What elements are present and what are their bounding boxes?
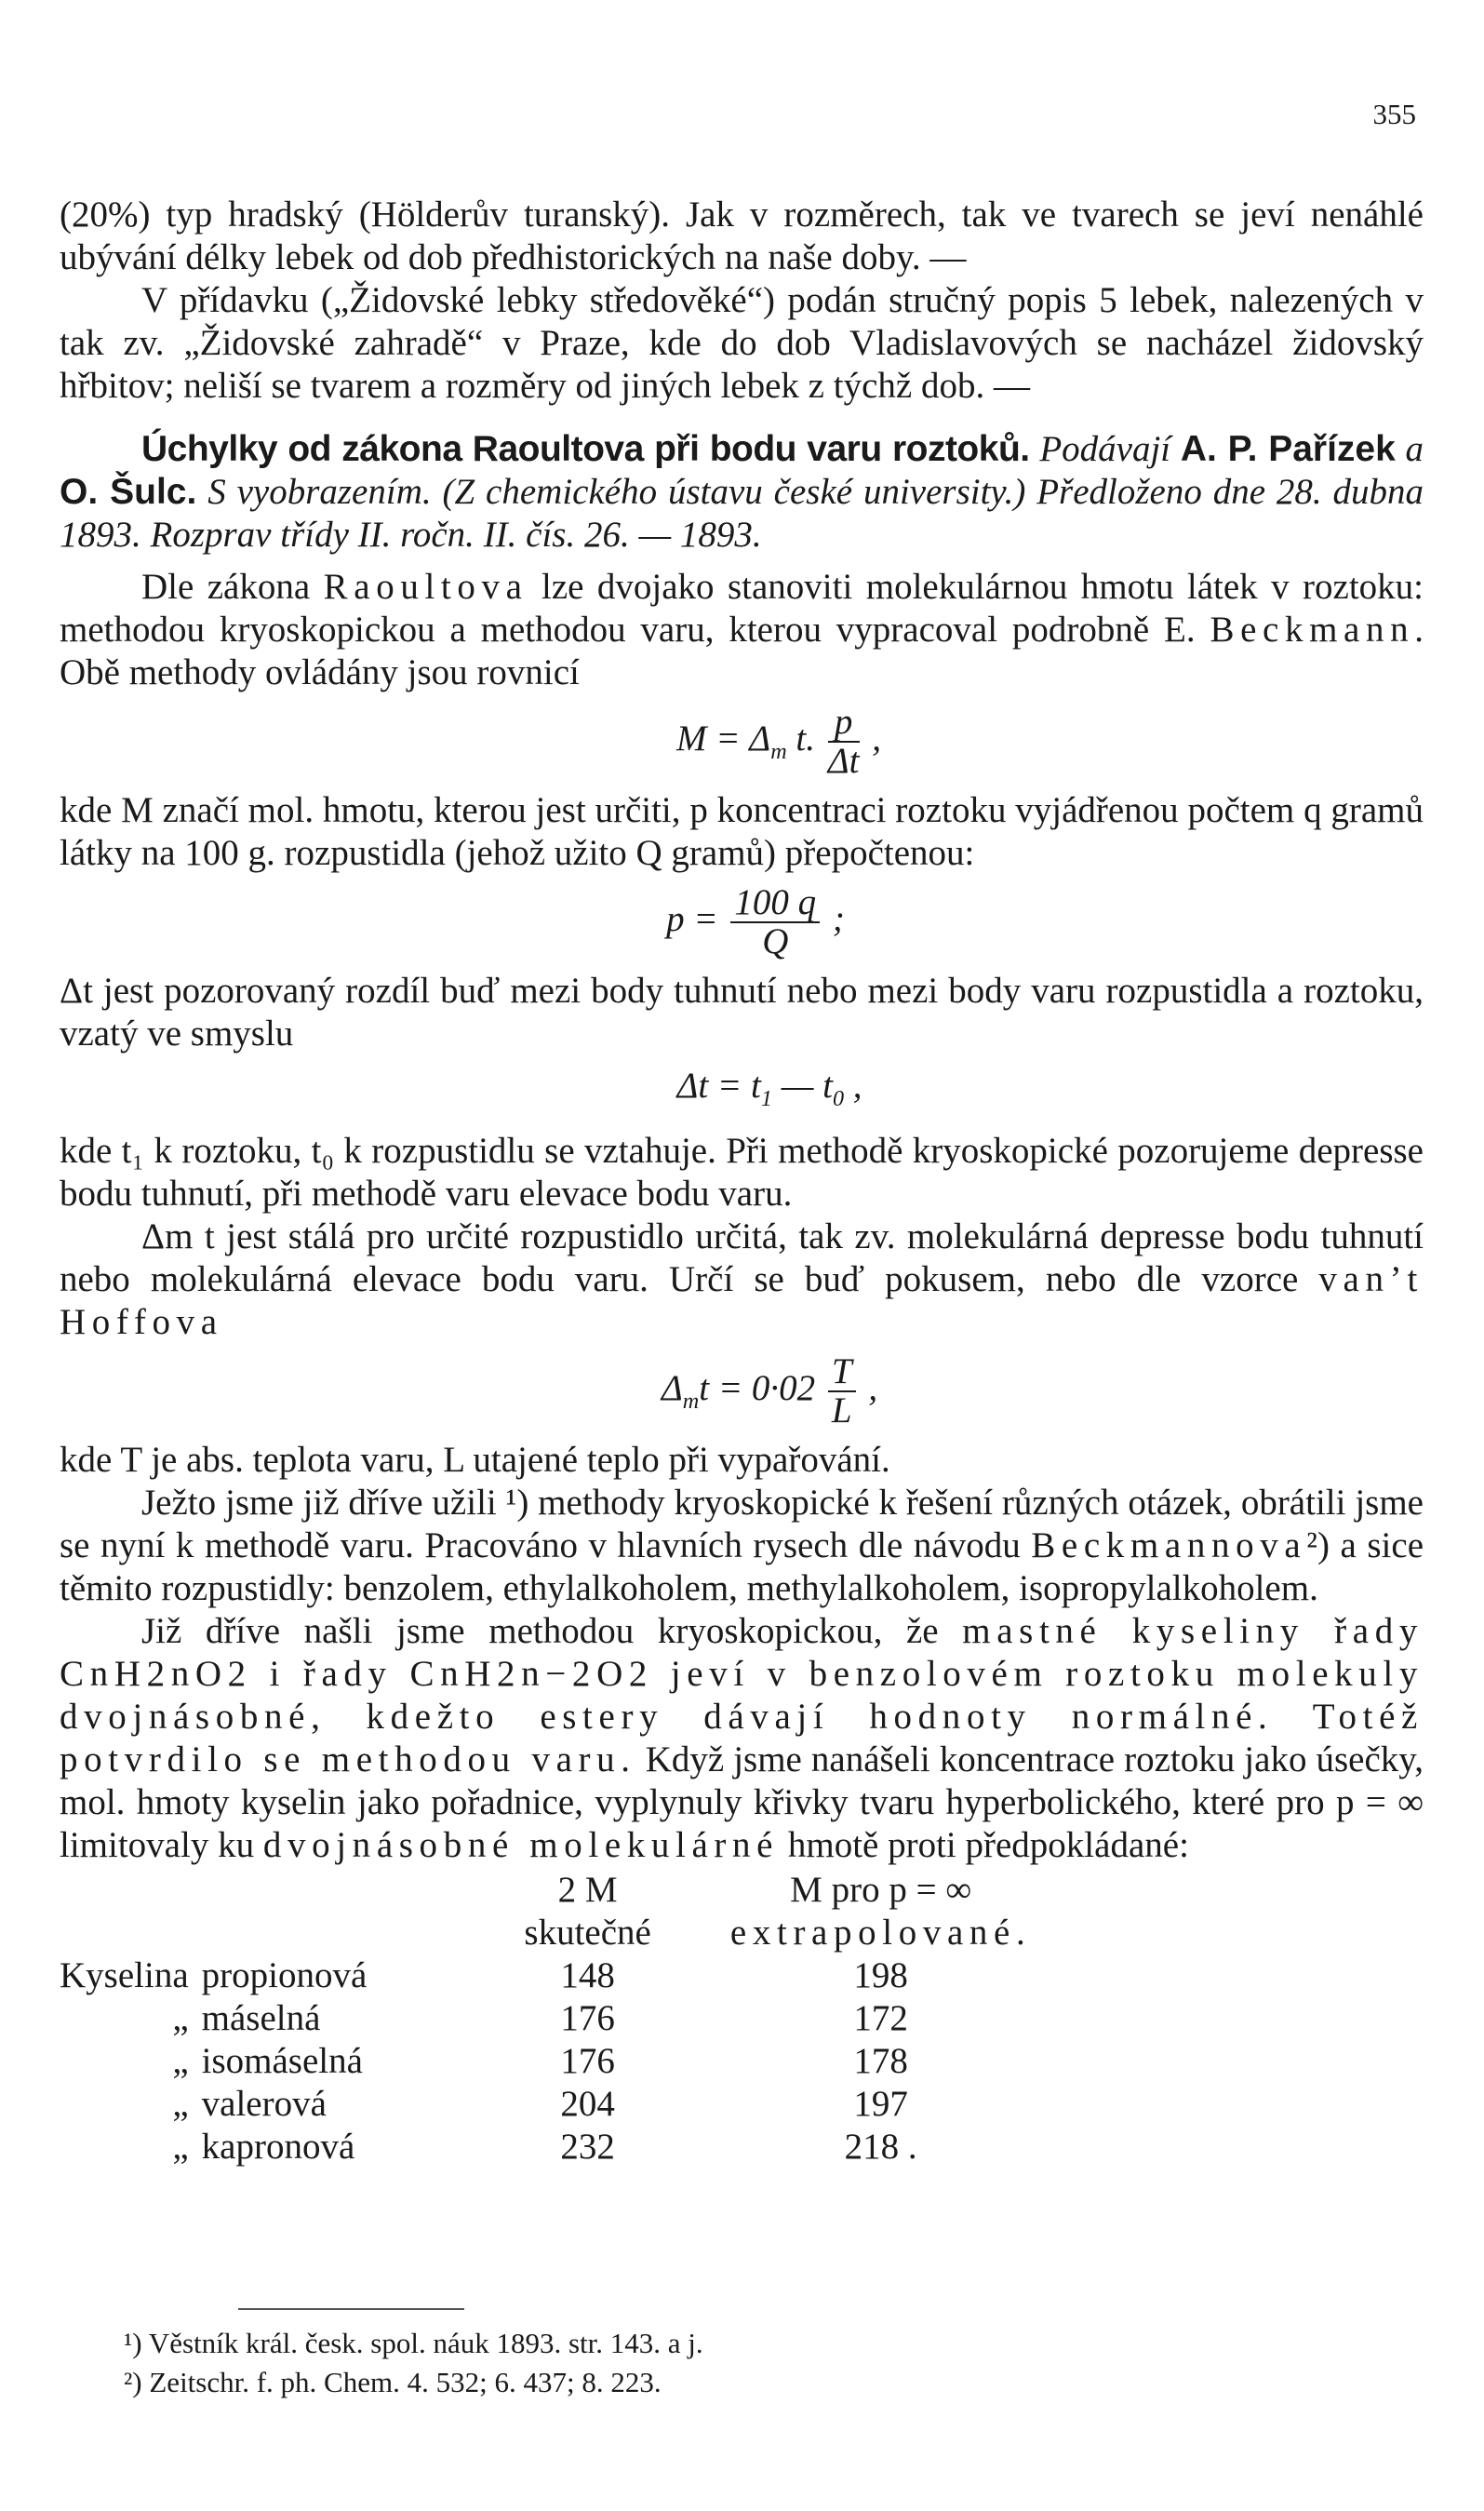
eq2-numerator: 100 q [730,884,820,923]
table-row: „ valerová 204 197 [172,2083,908,2124]
eq1-lhs: M = Δ [676,718,771,759]
article-title: Úchylky od zákona Raoultova při bodu varu roztoků. [141,429,1030,469]
eq4-denominator: L [831,1390,852,1430]
p3-text-b: lze dvojako stanoviti molekulárnou hmotu látek v roztoku: methodou kryoskopickou a methodou varu, kterou vypracoval podrobně E. [60,567,1424,650]
p3-text-a: Dle zákona [141,567,311,607]
eq3-tail: , [844,1066,862,1106]
table-row: „ isomáselná 176 178 [172,2040,908,2081]
paragraph-6: kde t₁ k roztoku, t₀ k rozpustidlu se vztahuje. Při methodě kryoskopické pozorujeme depresse bodu tuhnutí, při methodě varu elevace bodu varu. [60,1130,1424,1214]
table-row: „ máselná 176 172 [172,1997,908,2038]
eq4-mid: t = 0·02 [699,1367,816,1408]
eq2-fraction [730,884,820,960]
eq3-sub-1: 1 [760,1085,772,1111]
p7-text: Δm t jest stálá pro určité rozpustidlo určitá, tak zv. molekulárná depresse bodu tuhnutí nebo molekulárná elevace bodu varu. Určí se buď pokusem, nebo dle vzorce [60,1215,1424,1299]
eq3-part-b: — t [771,1066,833,1106]
p10-text-a: Již dříve našli jsme methodou kryoskopickou, že [141,1610,939,1651]
equation-2 [60,884,1424,960]
col-skutecne: skutečné [524,1912,651,1953]
equation-1 [60,704,1424,780]
paragraph-4: kde M značí mol. hmotu, kterou jest určiti, p koncentraci roztoku vyjádřenou počtem q gramů látky na 100 g. rozpustidla (jehož užito Q gramů) přepočtenou: [60,790,1424,873]
eq1-sub: m [770,738,787,764]
eq2-denominator: Q [762,921,789,961]
p3-text-c: . Obě methody ovládány jsou rovnicí [60,610,1424,692]
heading-details: S vyobrazením. (Z chemického ústavu české university.) Předloženo dne 28. dubna 1893. Rozprav třídy II. ročn. II. čís. 26. — 1893. [60,472,1424,555]
eq1-tail: , [862,718,881,759]
table-row: Kyselina propionová 148 198 [60,1954,908,1995]
eq1-numerator: p [828,704,860,743]
eq3-part-a: Δt = t [676,1066,761,1106]
page-number: 355 [1372,98,1416,130]
paragraph-8: kde T je abs. teplota varu, L utajené teplo při vypařování. [60,1439,890,1480]
footnote-2: ²) Zeitschr. f. ph. Chem. 4. 532; 6. 437; 8. 223. [124,2366,662,2398]
p9-text-b: ²) a sice těmito rozpustidly: benzolem, ethylalkoholem, methylalkoholem, isopropylalkoholem. [60,1524,1424,1608]
eq1-denominator: Δt [827,741,860,781]
article-heading [60,428,1424,557]
p10-spaced-d: dvojnásobné molekulárné [262,1824,780,1865]
eq2-lhs: p = [666,898,718,939]
results-table [60,1869,1039,2169]
table-row: „ kapronová 232 218 . [172,2126,917,2167]
paragraph-7 [60,1215,1424,1344]
eq3-sub-2: 0 [832,1085,845,1111]
eq4-numerator: T [828,1353,856,1392]
eq4-lhs: Δ [661,1367,683,1408]
paragraph-3 [60,566,1424,694]
author-1: A. P. Pařízek [1180,429,1396,469]
name-raoult: Raoultova [323,567,528,607]
name-beckmann: Beckmann [1210,610,1415,650]
eq2-tail: ; [823,898,845,939]
footnote-1: ¹) Věstník král. česk. spol. náuk 1893. str. 143. a j. [124,2327,703,2359]
name-vant-hoff: van’t Hoffova [60,1258,1424,1342]
author-2: O. Šulc. [60,472,197,512]
paragraph-10 [60,1610,1424,1867]
p10-spaced-b: mastné kyseliny řady CnH2nO2 i řady CnH2n−2O2 jeví v benzolovém roztoku molekuly dvojnásobné, kdežto estery dávají hodnoty normálné. Totéž potvrdilo se methodou varu. [60,1610,1424,1779]
table-head-row-1 [60,1869,1039,1912]
equation-3 [60,1065,1424,1121]
eq1-mid: t. [786,718,816,759]
p10-text-c: Když jsme nanášeli koncentrace roztoku jako úsečky, mol. hmoty kyselin jako pořadnice, vyplynuly křivky tvaru hyperbolického, které pro p = ∞ limitovaly ku [60,1739,1424,1865]
paragraph-1: (20%) typ hradský (Hölderův turanský). Jak v rozměrech, tak ve tvarech se jeví nenáhlé ubývání délky lebek od dob předhistorických na naše doby. — [60,195,1424,277]
table-head-row-2 [60,1912,1039,1954]
paragraph-2: V přídavku („Židovské lebky středověké“) podán stručný popis 5 lebek, nalezených v tak zv. „Židovské zahradě“ v Praze, kde do dob Vladislavových se nacházel židovský hřbitov; neliší se tvarem a rozměry od jiných lebek z týchž dob. — [60,280,1424,406]
eq1-fraction [828,704,860,780]
col-m-extrap: M pro p = ∞ [790,1869,972,1910]
p10-text-e: hmotě proti předpokládané: [787,1824,1189,1865]
name-beckmannova: Beckmannova [1031,1524,1307,1565]
equation-4 [60,1350,1424,1430]
eq4-fraction [828,1350,856,1430]
p9-text-a: Ježto jsme již dříve užili ¹) methody kryoskopické k řešení různých otázek, obrátili jsme se nyní k methodě varu. Pracováno v hlavních rysech dle návodu [60,1482,1424,1565]
footnote-rule [238,2308,464,2310]
and-word: a [1405,429,1424,469]
col-2m: 2 M [557,1869,618,1910]
submit-label: Podávají [1039,429,1171,469]
eq4-tail: , [859,1367,878,1408]
paragraph-9 [60,1482,1424,1610]
col-extrapolovane: extrapolované. [729,1912,1032,1953]
paragraph-5: Δt jest pozorovaný rozdíl buď mezi body tuhnutí nebo mezi body varu rozpustidla a roztoku, vzatý ve smyslu [60,971,1424,1054]
body-text [60,194,1424,2169]
eq4-sub: m [682,1388,700,1414]
